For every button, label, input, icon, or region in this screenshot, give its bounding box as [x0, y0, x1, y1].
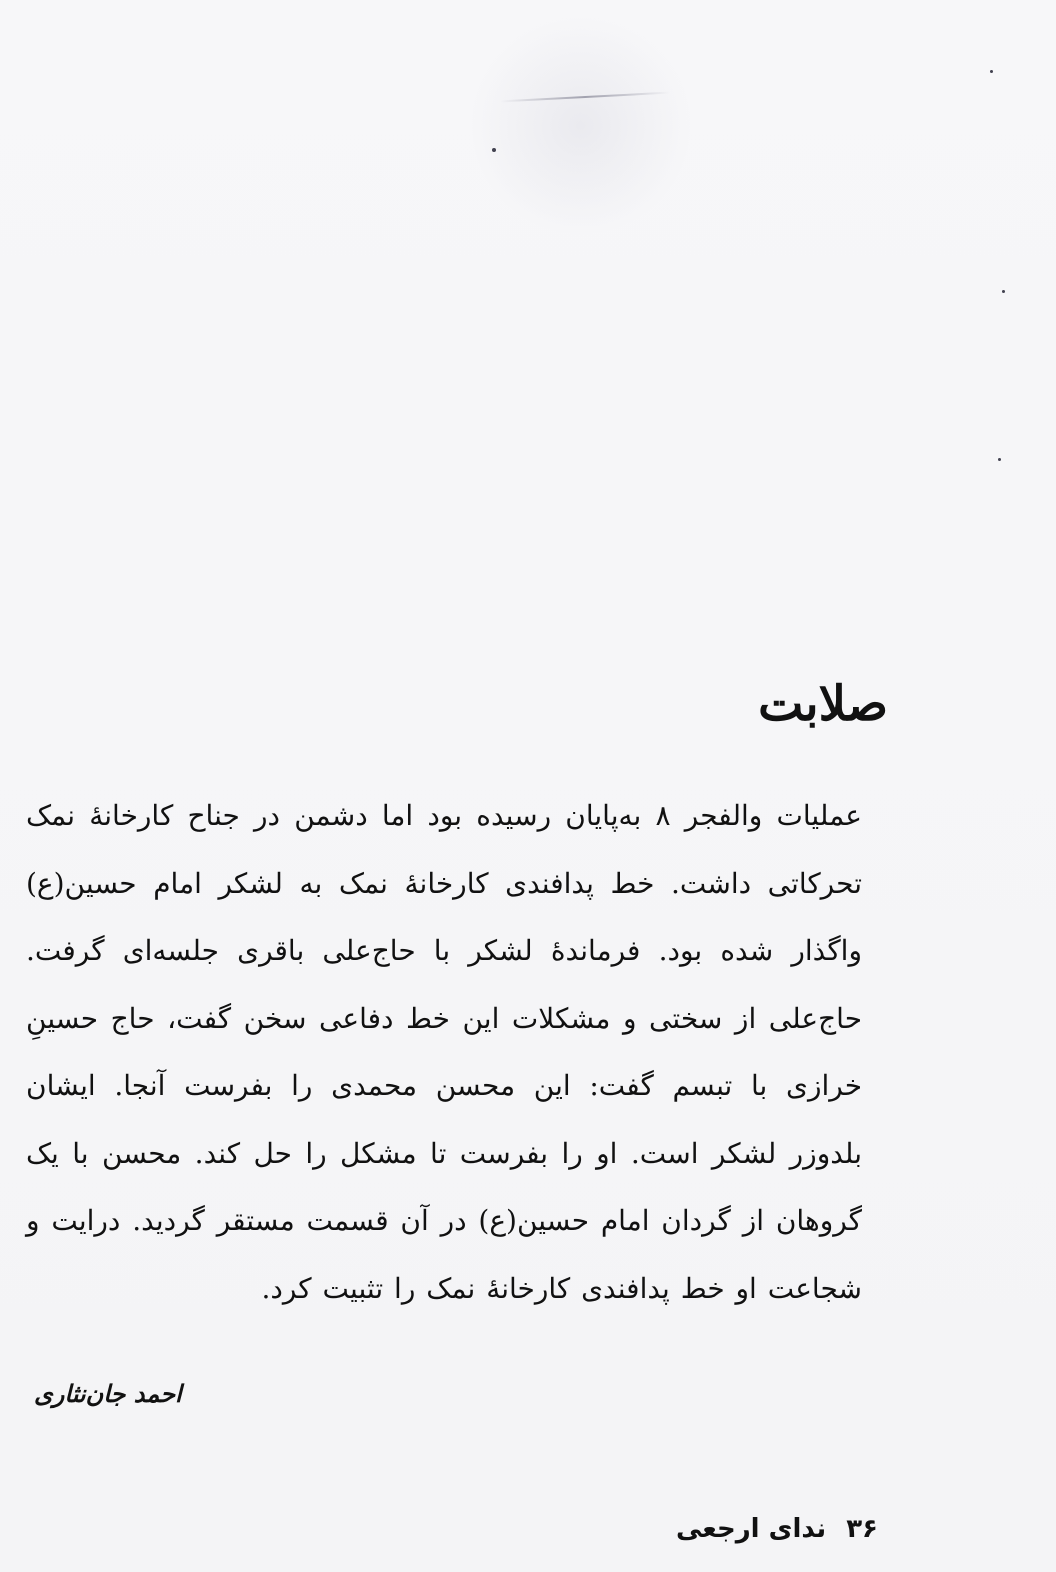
page-number: ۳۶ — [846, 1514, 878, 1544]
ink-speck — [990, 70, 993, 73]
book-title: ندای ارجعی — [676, 1514, 827, 1544]
page-title: صلابت — [758, 676, 888, 733]
ink-speck — [998, 458, 1001, 461]
ink-speck — [1002, 290, 1005, 293]
paper-crease-mark — [500, 92, 670, 103]
body-paragraph: عملیات والفجر ۸ به‌پایان رسیده بود اما دشمن در جناح کارخانهٔ نمک تحرکاتی داشت. خط پدافندی کارخانهٔ نمک به لشکر امام حسین(ع) واگذار شده بود. فرماندهٔ لشکر با حاج‌علی باقری جلسه‌ای گرفت. حاج‌علی از سختی و مشکلات این خط دفاعی سخن گفت، حاج حسینِ خرازی با تبسم گفت: این محسن محمدی را بفرست آنجا. ایشان بلدوزر لشکر است. او را بفرست تا مشکل را حل کند. محسن با یک گروهان از گردان امام حسین(ع) در آن قسمت مستقر گردید. درایت و شجاعت او خط پدافندی کارخانهٔ نمک را تثبیت کرد. — [26, 799, 863, 1305]
page-footer — [676, 1514, 878, 1544]
author-name: احمد جان‌نثاری — [34, 1380, 182, 1408]
ink-speck — [492, 148, 496, 152]
